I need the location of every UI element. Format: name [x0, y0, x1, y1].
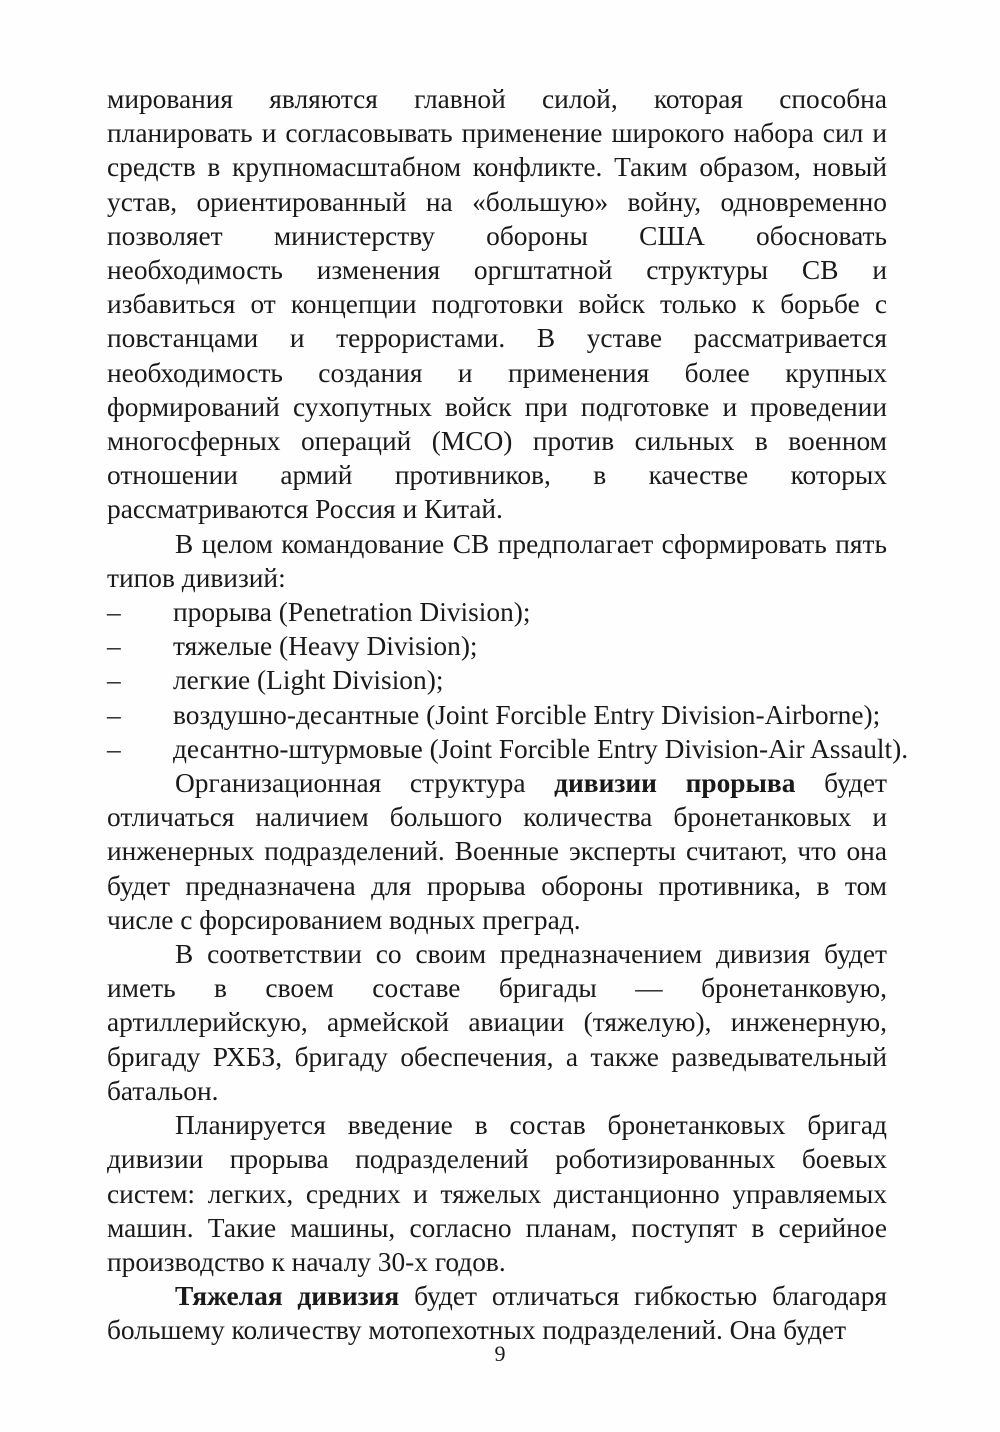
- paragraph-6-rest: будет отличаться гибкостью благодаря большему количеству мотопехотных подразделений. Она будет: [107, 1281, 887, 1346]
- list-item-text: десантно-штурмовые (Joint Forcible Entry Division-Air Assault).: [173, 733, 909, 764]
- dash-bullet: –: [107, 699, 121, 730]
- dash-bullet: –: [107, 665, 121, 696]
- division-types-list: [107, 595, 909, 766]
- list-item-text: прорыва (Penetration Division);: [173, 597, 531, 628]
- paragraph-5: Планируется введение в состав бронетанковых бригад дивизии прорыва подразделений роботизированных боевых систем: легких, средних и тяжелых дистанционно управляемых машин. Такие машины, согласно планам, поступят в серийное производство к началу 30-х годов.: [107, 1110, 887, 1277]
- list-item: [107, 595, 887, 629]
- paragraph-1: мирования являются главной силой, которая способна планировать и согласовывать применение широкого набора сил и средств в крупномасштабном конфликте. Таким образом, новый устав, ориентированный на «большую» войну, одновременно позволяет министерству обороны США обосновать необходимость изменения оргштатной структуры СВ и избавиться от концепции подготовки войск только к борьбе с повстанцами и террористами. В уставе рассматривается необходимость создания и применения более крупных формирований сухопутных войск при подготовке и проведении многосферных операций (МСО) против сильных в военном отношении армий противников, в качестве которых рассматриваются Россия и Китай.: [107, 84, 887, 525]
- list-item: [107, 698, 887, 732]
- list-item-text: тяжелые (Heavy Division);: [173, 631, 478, 662]
- page-body: [107, 82, 909, 1348]
- list-item: [107, 629, 887, 663]
- paragraph-3: [107, 766, 887, 937]
- paragraph-2: В целом командование СВ предполагает сформировать пять типов дивизий:: [107, 528, 887, 593]
- page-number: 9: [494, 1341, 506, 1366]
- list-item-text: воздушно-десантные (Joint Forcible Entry Division-Airborne);: [173, 699, 881, 730]
- list-item: [107, 663, 887, 697]
- list-item: [107, 732, 909, 766]
- paragraph-3-start: Организационная структура: [175, 768, 555, 799]
- dash-bullet: –: [107, 733, 121, 764]
- paragraph-6: [107, 1279, 887, 1347]
- dash-bullet: –: [107, 597, 121, 628]
- list-item-text: легкие (Light Division);: [173, 665, 444, 696]
- dash-bullet: –: [107, 631, 121, 662]
- paragraph-3-rest: будет отличаться наличием большого количества бронетанковых и инженерных подразделений. Военные эксперты считают, что она будет предназначена для прорыва обороны противника, в том числе с форсированием водных преград.: [107, 768, 887, 935]
- bold-term-heavy-division: Тяжелая дивизия: [175, 1281, 400, 1312]
- paragraph-4: В соответствии со своим предназначением дивизия будет иметь в своем составе бригады — бронетанковую, артиллерийскую, армейской авиации (тяжелую), инженерную, бригаду РХБЗ, бригаду обеспечения, а также разведывательный батальон.: [107, 939, 887, 1106]
- bold-term-penetration-division: дивизии прорыва: [554, 768, 796, 799]
